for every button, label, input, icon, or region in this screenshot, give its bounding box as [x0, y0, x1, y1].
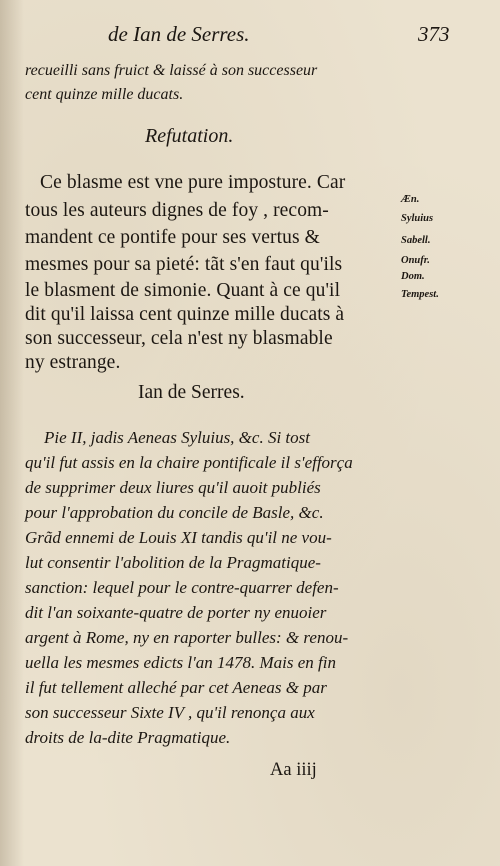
refutation-line-8: ny estrange.: [25, 352, 121, 373]
refutation-line-4: mesmes pour sa pieté: tãt s'en faut qu'ils: [25, 254, 343, 275]
section-heading-ian-de-serres: Ian de Serres.: [138, 382, 245, 403]
top-line-2: cent quinze mille ducats.: [25, 86, 184, 103]
serres-line-8: dit l'an soixante-quatre de porter ny enuoier: [25, 603, 327, 622]
refutation-line-1: Ce blasme est vne pure imposture. Car: [40, 172, 346, 193]
serres-line-3: de supprimer deux liures qu'il auoit publiés: [25, 478, 321, 497]
top-line-1: recueilli sans fruict & laissé à son successeur: [25, 62, 318, 79]
serres-line-10: uella les mesmes edicts l'an 1478. Mais en fin: [25, 653, 337, 672]
margin-note-6: Tempest.: [401, 289, 439, 300]
serres-line-6: lut consentir l'abolition de la Pragmatique-: [25, 553, 321, 572]
margin-note-1: Æn.: [401, 194, 420, 205]
refutation-line-7: son successeur, cela n'est ny blasmable: [25, 328, 333, 349]
margin-note-3: Sabell.: [401, 235, 431, 246]
serres-line-7: sanction: lequel pour le contre-quarrer defen-: [25, 578, 339, 597]
refutation-heading: Refutation.: [145, 125, 234, 147]
margin-note-5: Dom.: [401, 271, 425, 282]
catchword-signature: Aa iiij: [270, 760, 317, 780]
serres-line-5: Grãd ennemi de Louis XI tandis qu'il ne vou-: [25, 528, 332, 547]
margin-note-2: Syluius: [401, 213, 434, 224]
page-gutter-shadow: [0, 0, 24, 866]
page-number: 373: [418, 22, 450, 46]
serres-line-12: son successeur Sixte IV , qu'il renonça aux: [25, 703, 315, 722]
running-title: de Ian de Serres.: [108, 22, 250, 46]
serres-line-13: droits de la-dite Pragmatique.: [25, 728, 231, 747]
refutation-line-5: le blasment de simonie. Quant à ce qu'il: [25, 280, 341, 301]
refutation-line-2: tous les auteurs dignes de foy , recom-: [25, 200, 329, 221]
margin-note-4: Onufr.: [401, 255, 430, 266]
serres-line-11: il fut tellement alleché par cet Aeneas & par: [25, 678, 327, 697]
serres-line-1: Pie II, jadis Aeneas Syluius, &c. Si tost: [44, 428, 310, 447]
serres-line-9: argent à Rome, ny en raporter bulles: & renou-: [25, 628, 349, 647]
serres-line-2: qu'il fut assis en la chaire pontificale il s'efforça: [25, 453, 353, 472]
refutation-line-3: mandent ce pontife pour ses vertus &: [25, 227, 320, 248]
serres-line-4: pour l'approbation du concile de Basle, &c.: [25, 503, 324, 522]
refutation-line-6: dit qu'il laissa cent quinze mille ducats à: [25, 304, 345, 325]
